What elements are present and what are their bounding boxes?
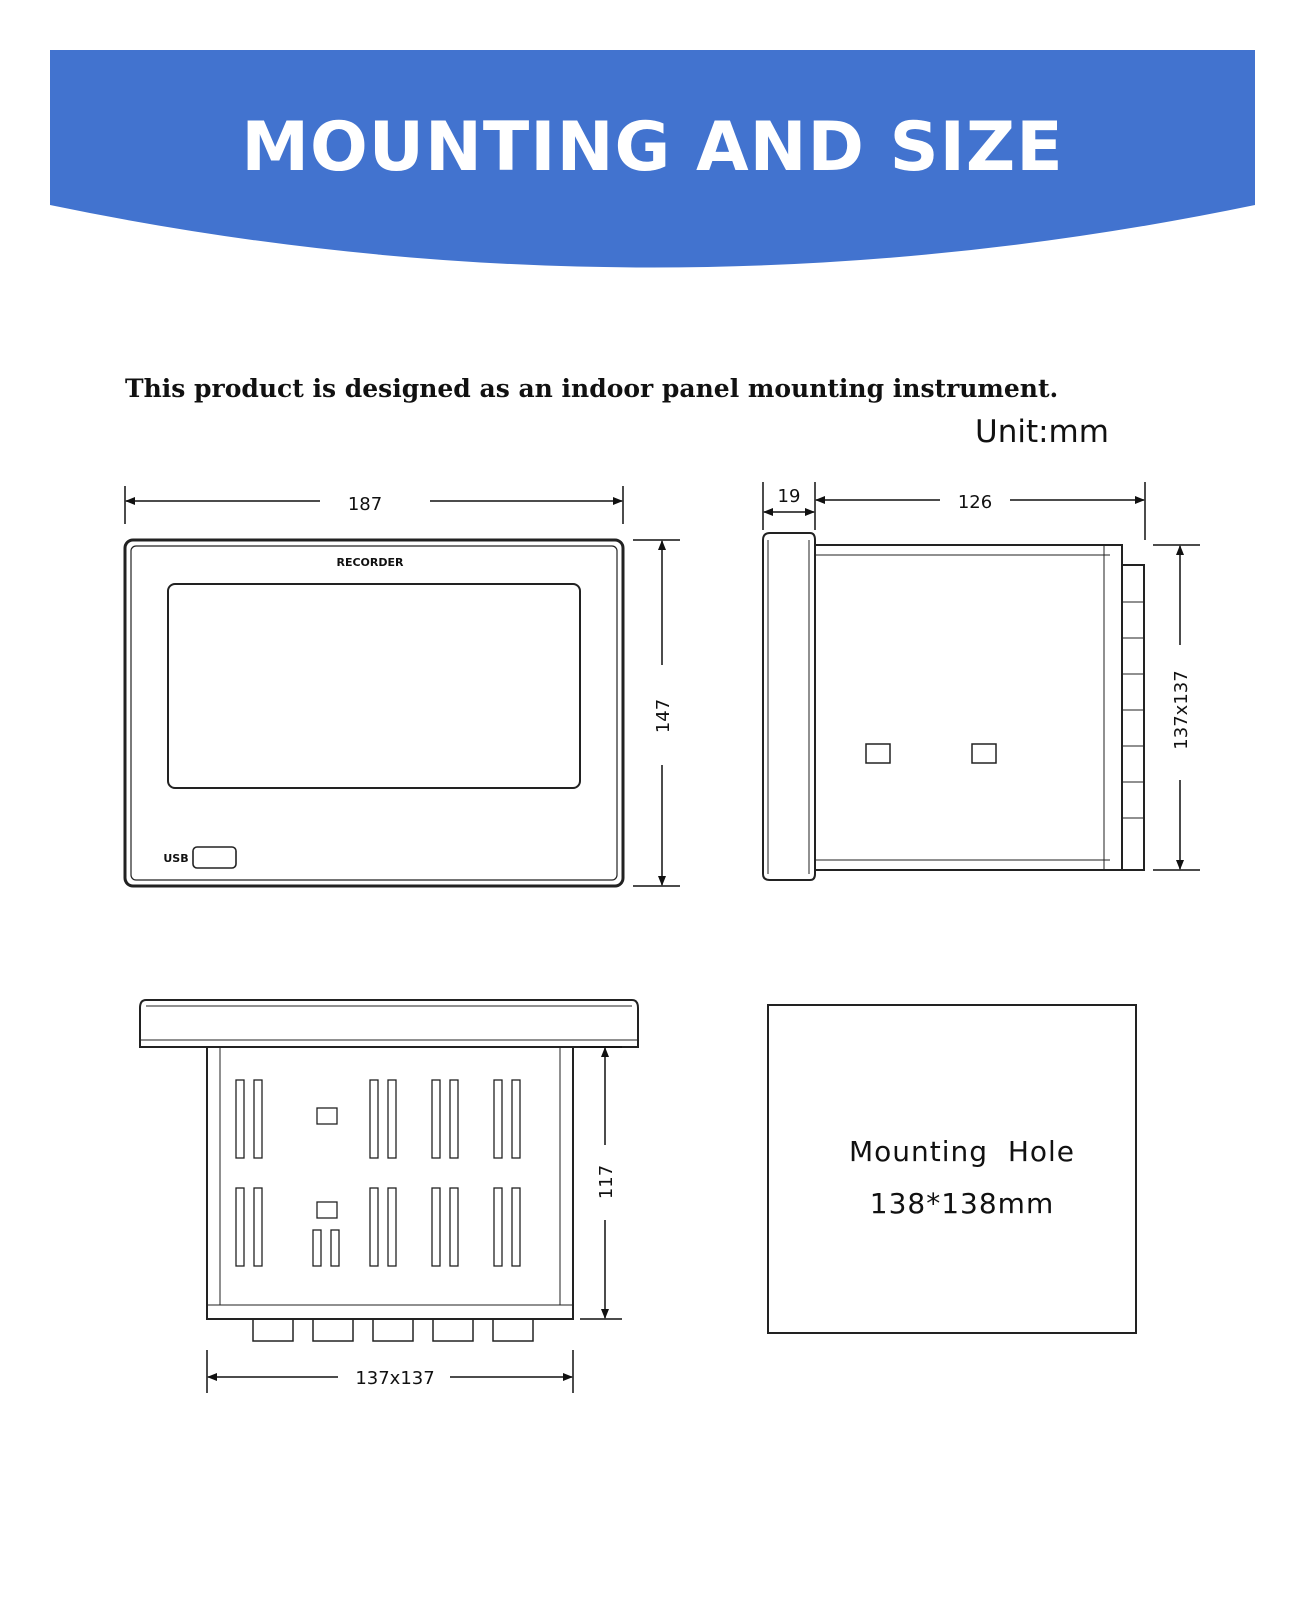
bottom-terminals xyxy=(253,1319,533,1341)
usb-label: USB xyxy=(163,852,189,865)
bottom-view xyxy=(140,1000,638,1319)
front-width-label: 187 xyxy=(347,494,383,515)
bottom-depth-label: 117 xyxy=(596,1164,617,1200)
front-brand-label: RECORDER xyxy=(336,556,404,569)
mounting-hole-size: 138*138mm xyxy=(869,1187,1055,1220)
bezel-depth-label: 19 xyxy=(777,486,801,507)
front-display-screen xyxy=(168,584,580,788)
side-clip-slot xyxy=(972,744,996,763)
side-clip-slot xyxy=(866,744,890,763)
mounting-hole-box xyxy=(768,1005,1136,1333)
side-body-size-label: 137x137 xyxy=(1171,670,1192,750)
side-body xyxy=(815,545,1122,870)
front-inner-frame xyxy=(131,546,617,880)
intro-text: This product is designed as an indoor panel mounting instrument. xyxy=(125,374,1059,403)
page-title: MOUNTING AND SIZE xyxy=(241,108,1064,187)
mounting-hole-title: Mounting Hole xyxy=(848,1135,1076,1168)
side-bezel xyxy=(763,533,815,880)
ventilation-slots xyxy=(236,1080,520,1266)
front-view xyxy=(125,540,623,886)
usb-port-icon xyxy=(193,847,236,868)
side-depth-dimension xyxy=(763,482,1145,540)
bottom-clip-slot xyxy=(317,1202,337,1218)
body-depth-label: 126 xyxy=(957,492,993,513)
front-outer-frame xyxy=(125,540,623,886)
unit-label: Unit:mm xyxy=(975,414,1109,450)
front-height-label: 147 xyxy=(653,698,674,734)
side-terminal-block xyxy=(1122,565,1144,870)
side-view xyxy=(763,533,1144,880)
bottom-body-size-label: 137x137 xyxy=(355,1368,435,1389)
bottom-clip-slot xyxy=(317,1108,337,1124)
